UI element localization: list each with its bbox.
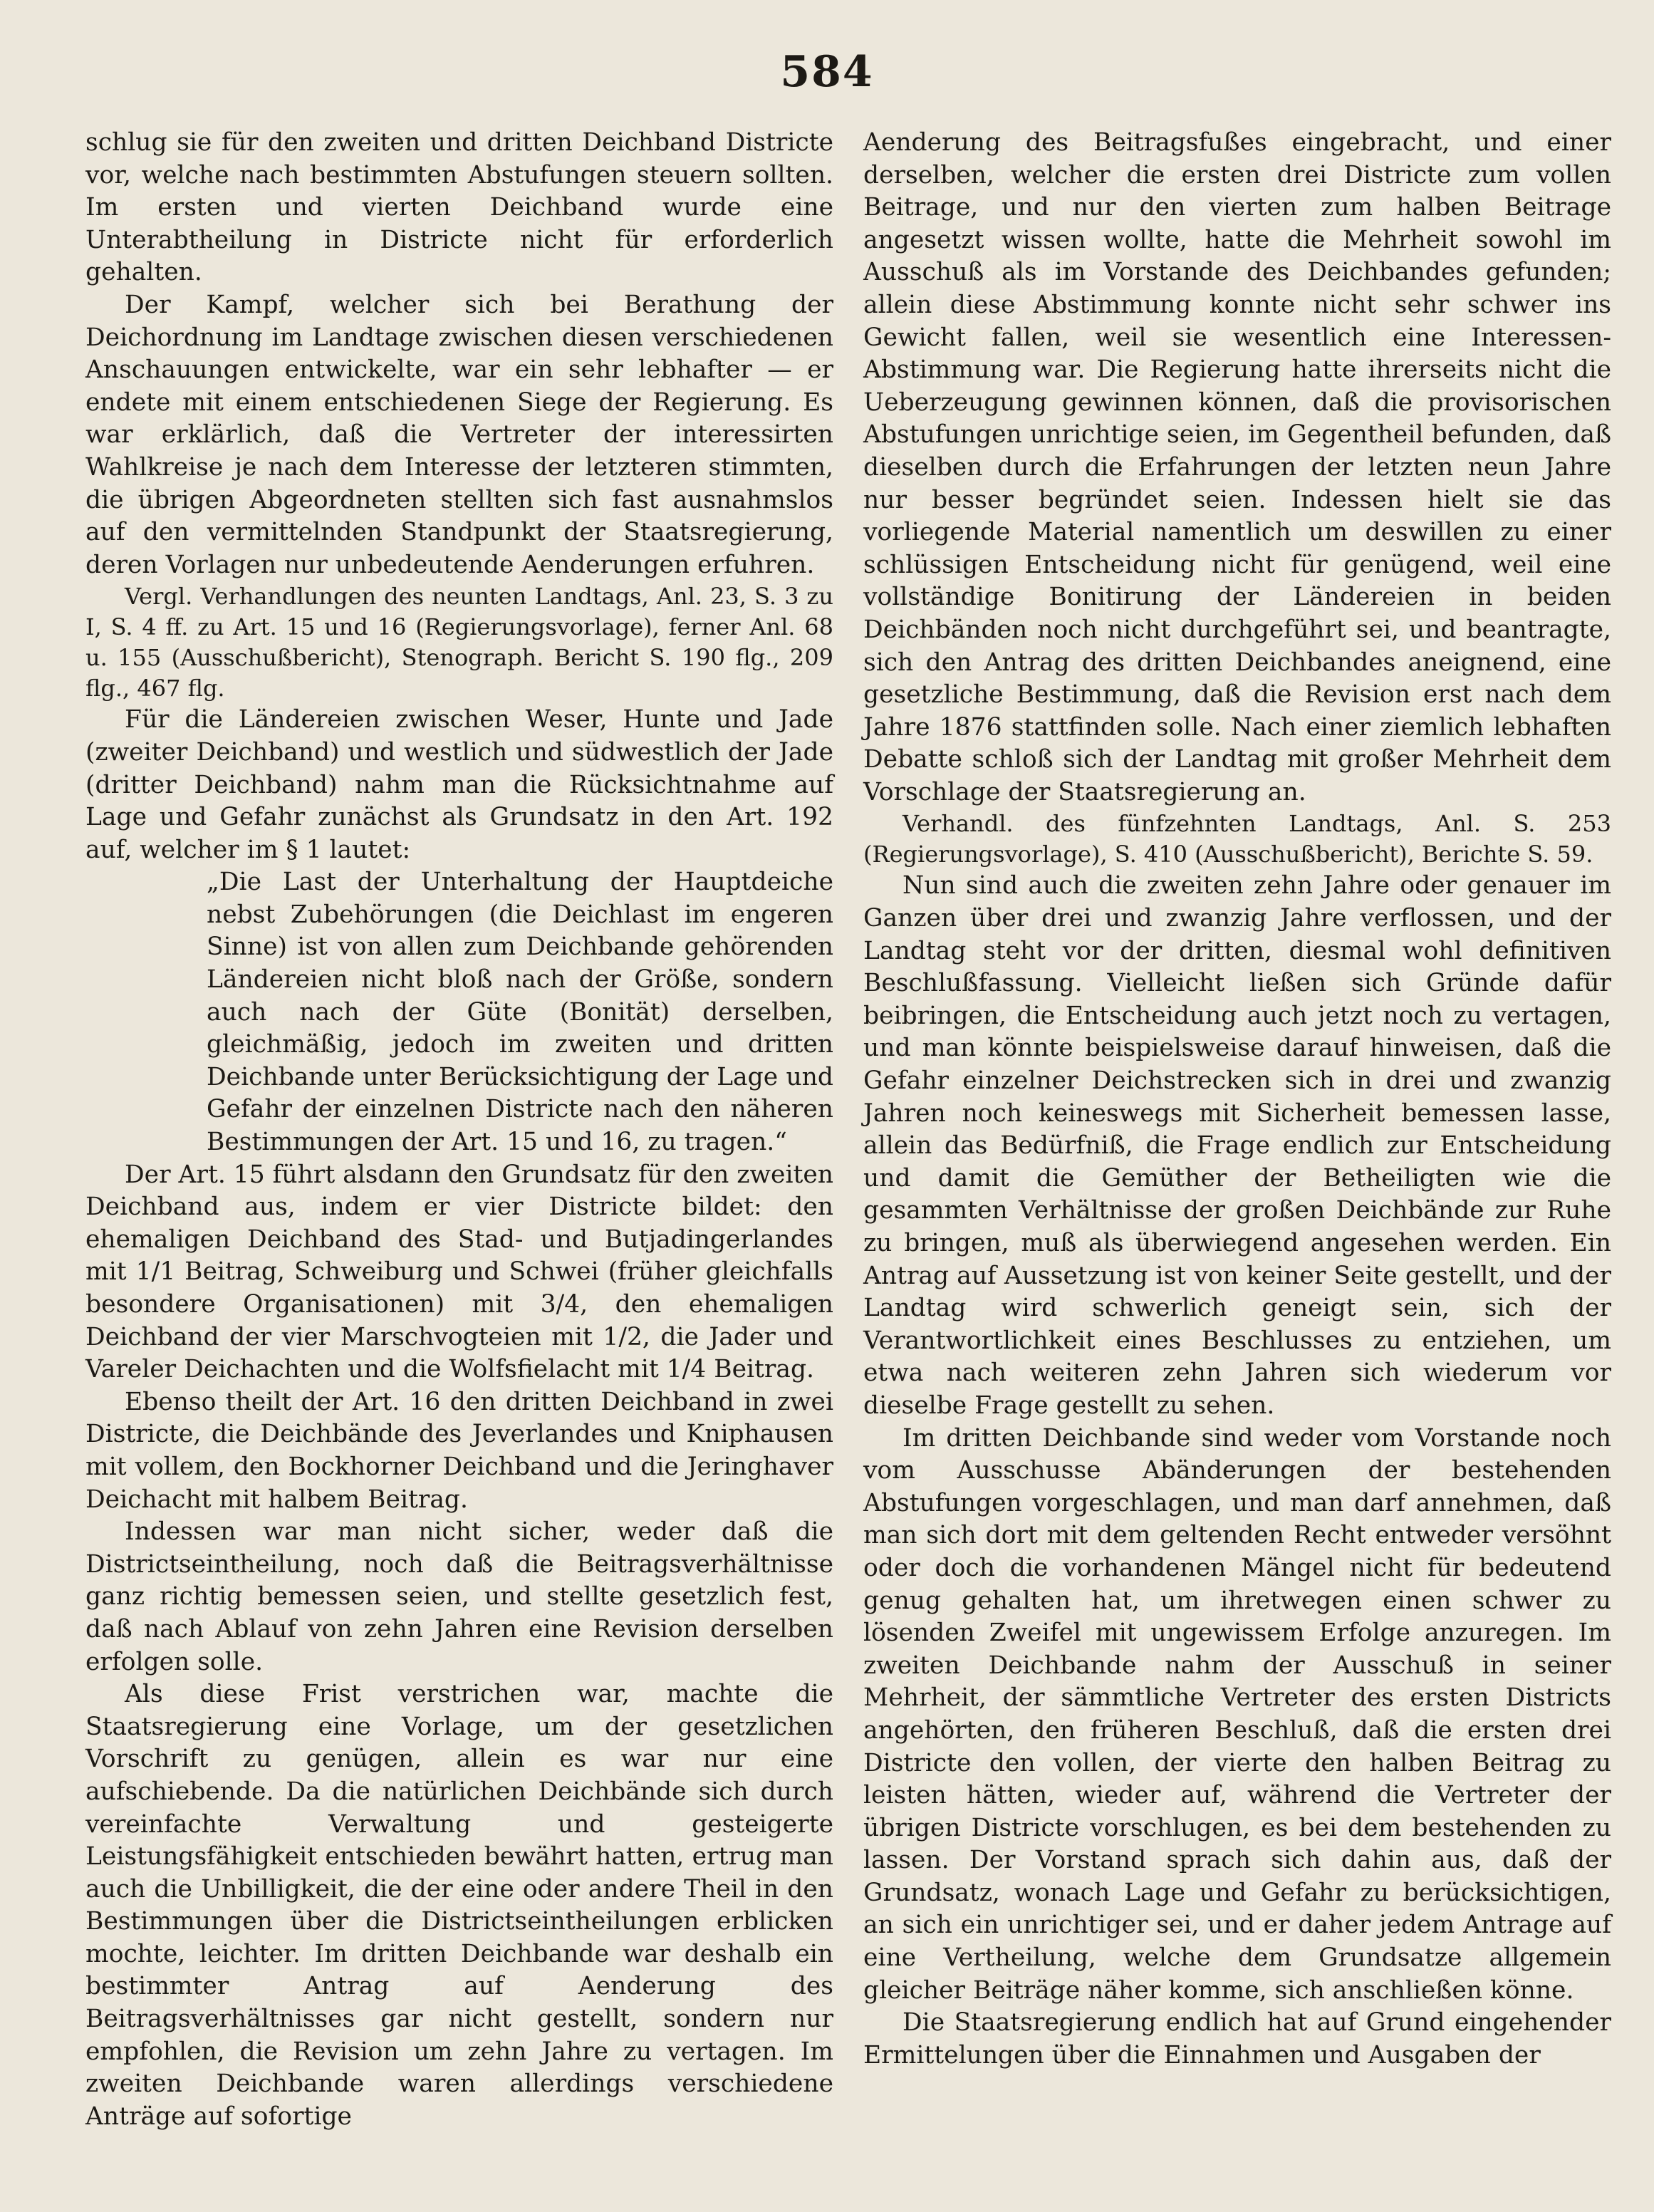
paragraph: Aenderung des Beitragsfußes eingebracht, und einer derselben, welcher die ersten drei Districte zum vollen Beitrage, und nur den vierten zum halben Beitrage angesetzt wissen wollte, hatte die Mehrheit sowohl im Ausschuß als im Vorstande des Deichbandes gefunden; allein diese Abstimmung konnte nicht sehr schwer ins Gewicht fallen, weil sie wesentlich eine Interessen-Abstimmung war. Die Regierung hatte ihrerseits nicht die Ueberzeugung gewinnen können, daß die provisorischen Abstufungen unrichtige seien, im Gegentheil befunden, daß dieselben durch die Erfahrungen der letzten neun Jahre nur besser begründet seien. Indessen hielt sie das vorliegende Material namentlich um deswillen zu einer schlüssigen Entscheidung nicht für genügend, weil eine vollständige Bonitirung der Ländereien in beiden Deichbänden noch nicht durchgeführt sei, und beantragte, sich den Antrag des dritten Deichbandes aneignend, eine gesetzliche Bestimmung, daß die Revision erst nach dem Jahre 1876 stattfinden solle. Nach einer ziemlich lebhaften Debatte schloß sich der Landtag mit großer Mehrheit dem Vorschlage der Staatsregierung an. (863, 128, 1611, 806)
reference-note: Vergl. Verhandlungen des neunten Landtags, Anl. 23, S. 3 zu I, S. 4 ff. zu Art. 15 und 16 (Regierungsvorlage), ferner Anl. 68 u. 155 (Ausschußbericht), Stenograph. Bericht S. 190 flg., 209 flg., 467 flg. (85, 583, 833, 702)
block-quote: „Die Last der Unterhaltung der Hauptdeiche nebst Zubehörungen (die Deichlast im engeren Sinne) ist von allen zum Deichbande gehörenden Ländereien nicht bloß nach der Größe, sondern auch nach der Güte (Bonität) derselben, gleichmäßig, jedoch im zweiten und dritten Deichbande unter Berücksichtigung der Lage und Gefahr der einzelnen Districte nach den näheren Bestimmungen der Art. 15 und 16, zu tragen.“ (207, 868, 833, 1157)
paragraph: Der Art. 15 führt alsdann den Grundsatz für den zweiten Deichband aus, indem er vier Districte bildet: den ehemaligen Deichband des Stad- und Butjadingerlandes mit 1/1 Beitrag, Schweiburg und Schwei (früher gleichfalls besondere Organisationen) mit 3/4, den ehemaligen Deichband der vier Marschvogteien mit 1/2, die Jader und Vareler Deichachten und die Wolfsfielacht mit 1/4 Beitrag. (85, 1160, 833, 1384)
right-column (863, 127, 1611, 2072)
paragraph: Nun sind auch die zweiten zehn Jahre oder genauer im Ganzen über drei und zwanzig Jahre verflossen, und der Landtag steht vor der dritten, diesmal wohl definitiven Beschlußfassung. Vielleicht ließen sich Gründe dafür beibringen, die Entscheidung auch jetzt noch zu vertagen, und man könnte beispielsweise darauf hinweisen, daß die Gefahr einzelner Deichstrecken sich in drei und zwanzig Jahren noch keineswegs mit Sicherheit bemessen lasse, allein das Bedürfniß, die Frage endlich zur Entscheidung und damit die Gemüther der Betheiligten wie die gesammten Verhältnisse der großen Deichbände zur Ruhe zu bringen, muß als überwiegend angesehen werden. Ein Antrag auf Aussetzung ist von keiner Seite gestellt, und der Landtag wird schwerlich geneigt sein, sich der Verantwortlichkeit eines Beschlusses zu entziehen, um etwa nach weiteren zehn Jahren sich wiederum vor dieselbe Frage gestellt zu sehen. (863, 871, 1611, 1420)
paragraph: schlug sie für den zweiten und dritten Deichband Districte vor, welche nach bestimmten Abstufungen steuern sollten. Im ersten und vierten Deichband wurde eine Unterabtheilung in Districte nicht für erforderlich gehalten. (85, 128, 833, 287)
paragraph: Ebenso theilt der Art. 16 den dritten Deichband in zwei Districte, die Deichbände des Jeverlandes und Kniphausen mit vollem, den Bockhorner Deichband und die Jeringhaver Deichacht mit halbem Beitrag. (85, 1387, 833, 1514)
paragraph: Für die Ländereien zwischen Weser, Hunte und Jade (zweiter Deichband) und westlich und südwestlich der Jade (dritter Deichband) nahm man die Rücksichtnahme auf Lage und Gefahr zunächst als Grundsatz in den Art. 192 auf, welcher im § 1 lautet: (85, 705, 833, 864)
reference-note: Verhandl. des fünfzehnten Landtags, Anl. S. 253 (Regierungsvorlage), S. 410 (Ausschußbericht), Berichte S. 59. (863, 810, 1611, 868)
paragraph: Im dritten Deichbande sind weder vom Vorstande noch vom Ausschusse Abänderungen der bestehenden Abstufungen vorgeschlagen, und man darf annehmen, daß man sich dort mit dem geltenden Recht entweder versöhnt oder doch die vorhandenen Mängel nicht für bedeutend genug gehalten hat, um ihretwegen einen schwer zu lösenden Zweifel mit ungewissem Erfolge anzuregen. Im zweiten Deichbande nahm der Ausschuß in seiner Mehrheit, der sämmtliche Vertreter des ersten Districts angehörten, den früheren Beschluß, daß die ersten drei Districte den vollen, der vierte den halben Beitrag zu leisten hätten, wieder auf, während die Vertreter der übrigen Districte vorschlugen, es bei dem bestehenden zu lassen. Der Vorstand sprach sich dahin aus, daß der Grundsatz, wonach Lage und Gefahr zu berücksichtigen, an sich ein unrichtiger sei, und er daher jedem Antrage auf eine Vertheilung, welche dem Grundsatze allgemein gleicher Beiträge näher komme, sich anschließen könne. (863, 1423, 1611, 2005)
paragraph: Die Staatsregierung endlich hat auf Grund eingehender Ermittelungen über die Einnahmen und Ausgaben der (863, 2008, 1611, 2070)
paragraph: Als diese Frist verstrichen war, machte die Staatsregierung eine Vorlage, um der gesetzlichen Vorschrift zu genügen, allein es war nur eine aufschiebende. Da die natürlichen Deichbände sich durch vereinfachte Verwaltung und gesteigerte Leistungsfähigkeit entschieden bewährt hatten, ertrug man auch die Unbilligkeit, die der eine oder andere Theil in den Bestimmungen über die Districtseintheilungen erblicken mochte, leichter. Im dritten Deichbande war deshalb ein bestimmter Antrag auf Aenderung des Beitragsverhältnisses gar nicht gestellt, sondern nur empfohlen, die Revision um zehn Jahre zu vertagen. Im zweiten Deichbande waren allerdings verschiedene Anträge auf sofortige (85, 1680, 833, 2131)
page-number: 584 (780, 47, 874, 97)
paragraph: Der Kampf, welcher sich bei Berathung der Deichordnung im Landtage zwischen diesen verschiedenen Anschauungen entwickelte, war ein sehr lebhafter — er endete mit einem entschiedenen Siege der Regierung. Es war erklärlich, daß die Vertreter der interessirten Wahlkreise je nach dem Interesse der letzteren stimmten, die übrigen Abgeordneten stellten sich fast ausnahmslos auf den vermittelnden Standpunkt der Staatsregierung, deren Vorlagen nur unbedeutende Aenderungen erfuhren. (85, 290, 833, 579)
paragraph: Indessen war man nicht sicher, weder daß die Districtseintheilung, noch daß die Beitragsverhältnisse ganz richtig bemessen seien, und stellte gesetzlich fest, daß nach Ablauf von zehn Jahren eine Revision derselben erfolgen solle. (85, 1517, 833, 1676)
left-column (85, 127, 833, 2133)
